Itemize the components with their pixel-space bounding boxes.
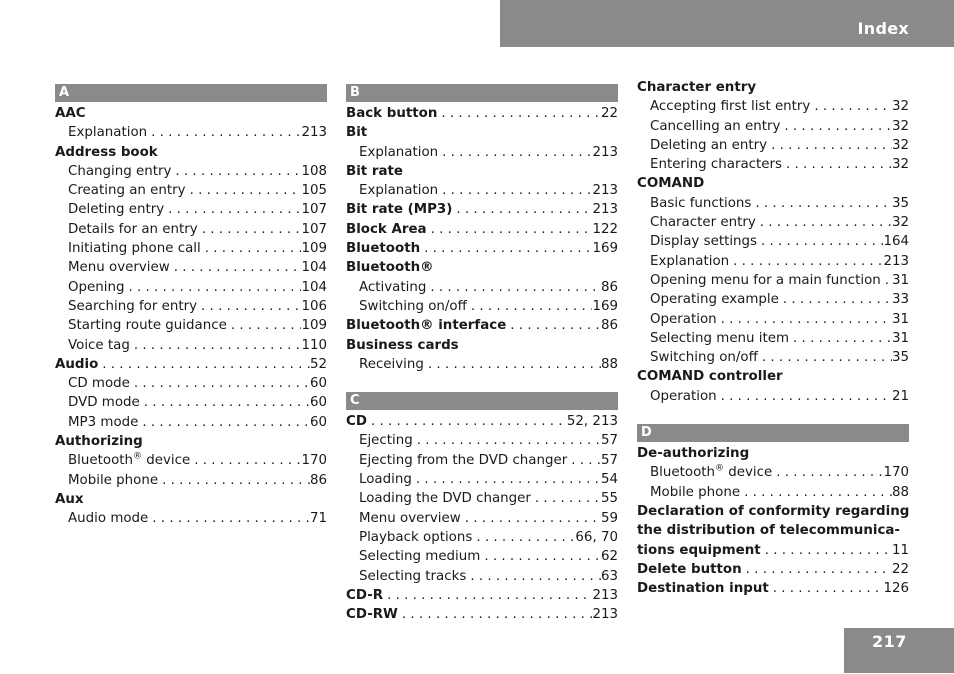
dot-leader — [531, 489, 601, 508]
index-subentry — [55, 200, 327, 219]
index-subentry — [55, 181, 327, 200]
dot-leader — [140, 393, 310, 412]
page-reference: 109 — [301, 241, 327, 257]
index-subentry — [55, 258, 327, 277]
entry-text: Bluetooth® — [346, 260, 434, 276]
entry-text: Mobile phone — [650, 484, 741, 500]
entry-text: De-authorizing — [637, 446, 750, 462]
page-reference: 66, 70 — [575, 529, 618, 545]
entry-text: CD mode — [68, 376, 130, 392]
page-reference: 33 — [891, 292, 909, 308]
dot-leader — [412, 470, 601, 489]
page-reference: 109 — [301, 318, 327, 334]
dot-leader — [138, 413, 310, 432]
entry-text: Operating example — [650, 292, 779, 308]
page-number-box — [844, 628, 954, 673]
entry-text: Entering characters — [650, 157, 783, 173]
entry-text: Accepting first list entry — [650, 99, 811, 115]
entry-text: Deleting entry — [68, 202, 165, 218]
dot-leader — [130, 374, 310, 393]
entry-text: Switching on/off — [650, 350, 758, 366]
index-subentry — [637, 232, 909, 251]
page-reference: 88 — [600, 356, 618, 372]
index-entry — [637, 541, 909, 560]
index-subentry — [55, 336, 327, 355]
page-reference: 60 — [309, 414, 327, 430]
index-subentry — [55, 451, 327, 470]
entry-text: Ejecting — [359, 433, 413, 449]
entry-text: Changing entry — [68, 163, 172, 179]
dot-leader — [124, 278, 301, 297]
entry-text: Character entry — [637, 80, 757, 95]
dot-leader — [186, 181, 302, 200]
page-reference: 52, 213 — [566, 414, 618, 430]
index-entry — [346, 200, 618, 219]
page-reference: 213 — [883, 253, 909, 269]
dot-leader — [367, 412, 567, 431]
entry-text: tions equipment — [637, 542, 761, 558]
dot-leader — [729, 252, 883, 271]
index-subentry — [637, 329, 909, 348]
dot-leader — [472, 528, 575, 547]
page-reference: 32 — [891, 118, 909, 134]
index-entry — [55, 143, 327, 162]
dot-leader — [420, 239, 592, 258]
dot-leader — [740, 483, 892, 502]
dot-leader — [506, 316, 601, 335]
index-subentry — [637, 483, 909, 502]
index-subentry — [637, 194, 909, 213]
page-reference: 22 — [891, 561, 909, 577]
page-reference: 213 — [592, 144, 618, 160]
dot-leader — [742, 560, 892, 579]
dot-leader — [761, 541, 892, 560]
page-reference: 122 — [592, 221, 618, 237]
dot-leader — [810, 97, 892, 116]
index-entry — [346, 316, 618, 335]
dot-leader — [130, 336, 302, 355]
entry-text: CD-R — [346, 587, 384, 603]
page-reference: 31 — [891, 311, 909, 327]
index-entry — [637, 502, 909, 521]
entry-text: Display settings — [650, 234, 758, 250]
page-reference: 31 — [891, 272, 909, 288]
index-subentry — [346, 489, 618, 508]
dot-leader — [413, 431, 601, 450]
entry-text: Operation — [650, 388, 717, 404]
page-reference: 213 — [592, 183, 618, 199]
entry-text: Block Area — [346, 221, 427, 237]
page-reference: 52 — [309, 356, 327, 372]
index-subentry — [346, 528, 618, 547]
entry-text: Playback options — [359, 529, 473, 545]
entry-text: COMAND controller — [637, 369, 783, 385]
page-reference: 35 — [891, 350, 909, 366]
index-subentry — [55, 239, 327, 258]
page-reference: 59 — [600, 510, 618, 526]
section-header: B — [346, 84, 618, 102]
dot-leader — [426, 278, 601, 297]
index-entry — [346, 336, 618, 355]
entry-text: CD-RW — [346, 607, 398, 623]
entry-text: Authorizing — [55, 434, 143, 450]
index-subentry — [637, 463, 909, 482]
dot-leader — [751, 194, 892, 213]
dot-leader — [197, 297, 301, 316]
index-entry — [637, 560, 909, 579]
entry-text: Voice tag — [68, 337, 130, 353]
index-entry — [637, 174, 909, 193]
index-subentry — [55, 297, 327, 316]
page-reference: 57 — [600, 452, 618, 468]
index-subentry — [55, 471, 327, 490]
section-header: A — [55, 84, 327, 102]
index-entry — [346, 220, 618, 239]
entry-text: Explanation — [359, 183, 439, 199]
index-entry — [346, 123, 618, 142]
entry-text: Ejecting from the DVD changer — [359, 452, 568, 468]
page-reference: 170 — [883, 465, 909, 481]
index-subentry — [637, 271, 909, 290]
index-subentry — [55, 393, 327, 412]
index-entry — [55, 104, 327, 123]
index-subentry — [346, 181, 618, 200]
entry-text: Loading the DVD changer — [359, 491, 531, 507]
dot-leader — [769, 579, 884, 598]
index-entry — [637, 444, 909, 463]
index-entry — [346, 586, 618, 605]
index-subentry — [346, 451, 618, 470]
page-reference: 32 — [891, 215, 909, 231]
index-entry — [346, 104, 618, 123]
entry-text: Bluetooth — [346, 241, 421, 257]
page-reference: 32 — [891, 137, 909, 153]
index-subentry — [55, 162, 327, 181]
entry-text: Destination input — [637, 581, 769, 597]
page-reference: 35 — [891, 195, 909, 211]
page-reference: 169 — [592, 241, 618, 257]
index-subentry — [346, 470, 618, 489]
entry-text: Deleting an entry — [650, 137, 768, 153]
page-reference: 169 — [592, 298, 618, 314]
entry-text: the distribution of telecommunica- — [637, 523, 900, 539]
entry-text: Bluetooth® device — [650, 463, 773, 481]
dot-leader — [227, 316, 302, 335]
dot-leader — [170, 258, 302, 277]
page-reference: 106 — [301, 298, 327, 314]
dot-leader — [467, 297, 593, 316]
page-reference: 104 — [301, 260, 327, 276]
entry-text: Bluetooth® interface — [346, 318, 507, 334]
page-reference: 32 — [891, 99, 909, 115]
page-reference: 55 — [600, 491, 618, 507]
entry-text: Loading — [359, 472, 412, 488]
index-subentry — [55, 413, 327, 432]
index-subentry — [346, 509, 618, 528]
dot-leader — [438, 143, 592, 162]
section-header: C — [346, 392, 618, 410]
page-reference: 105 — [301, 183, 327, 199]
page-reference: 11 — [891, 542, 909, 558]
entry-text: Explanation — [68, 125, 148, 141]
section-header: D — [637, 424, 909, 442]
index-subentry — [637, 252, 909, 271]
entry-text: Business cards — [346, 337, 459, 353]
page-number: 217 — [872, 632, 907, 651]
entry-text: DVD mode — [68, 395, 140, 411]
entry-text: Menu overview — [359, 510, 461, 526]
dot-leader — [452, 200, 592, 219]
dot-leader — [190, 451, 301, 470]
dot-leader — [758, 348, 892, 367]
index-subentry — [346, 143, 618, 162]
index-subentry — [55, 374, 327, 393]
index-subentry — [346, 278, 618, 297]
entry-text: Operation — [650, 311, 717, 327]
index-subentry — [637, 290, 909, 309]
entry-text: COMAND — [637, 176, 705, 192]
page-reference: 31 — [891, 330, 909, 346]
page-reference: 88 — [891, 484, 909, 500]
index-subentry — [637, 136, 909, 155]
index-subentry — [637, 97, 909, 116]
entry-text: Audio mode — [68, 511, 149, 527]
entry-text: Mobile phone — [68, 472, 159, 488]
page-reference: 60 — [309, 395, 327, 411]
dot-leader — [466, 567, 601, 586]
section-gap — [346, 374, 618, 386]
entry-text: Menu overview — [68, 260, 170, 276]
entry-text: CD — [346, 414, 367, 430]
index-entry — [55, 355, 327, 374]
index-subentry — [55, 509, 327, 528]
dot-leader — [757, 232, 883, 251]
dot-leader — [383, 586, 592, 605]
dot-leader — [779, 290, 892, 309]
index-subentry — [346, 567, 618, 586]
page-reference: 164 — [883, 234, 909, 250]
dot-leader — [717, 387, 892, 406]
page-reference: 86 — [600, 279, 618, 295]
dot-leader — [480, 547, 601, 566]
index-subentry — [346, 547, 618, 566]
entry-text: Address book — [55, 144, 158, 160]
dot-leader — [148, 509, 310, 528]
page-reference: 32 — [891, 157, 909, 173]
index-entry — [346, 605, 618, 624]
entry-text: Selecting menu item — [650, 330, 790, 346]
page-reference: 213 — [592, 607, 618, 623]
section-gap — [637, 406, 909, 418]
dot-leader — [717, 310, 892, 329]
dot-leader — [201, 239, 302, 258]
index-subentry — [55, 220, 327, 239]
entry-text: Character entry — [650, 215, 756, 231]
index-column-2 — [346, 78, 618, 624]
dot-leader — [767, 136, 892, 155]
page-reference: 86 — [600, 318, 618, 334]
index-column-3 — [637, 78, 909, 598]
page-reference: 21 — [891, 388, 909, 404]
entry-text: Bit rate — [346, 163, 403, 179]
page-reference: 126 — [883, 581, 909, 597]
entry-text: Cancelling an entry — [650, 118, 781, 134]
index-entry — [346, 258, 618, 277]
dot-leader — [171, 162, 301, 181]
dot-leader — [461, 509, 601, 528]
entry-text: Selecting tracks — [359, 568, 467, 584]
page-reference: 22 — [600, 106, 618, 121]
entry-text: Initiating phone call — [68, 241, 201, 257]
entry-text: Back button — [346, 106, 438, 121]
entry-text: Details for an entry — [68, 221, 198, 237]
dot-leader — [567, 451, 601, 470]
dot-leader — [772, 463, 883, 482]
index-entry — [346, 412, 618, 431]
dot-leader — [424, 355, 601, 374]
index-subentry — [346, 431, 618, 450]
entry-text: Bit rate (MP3) — [346, 202, 453, 218]
dot-leader — [756, 213, 892, 232]
page-reference: 71 — [309, 511, 327, 527]
entry-text: Basic functions — [650, 195, 752, 211]
index-entry — [637, 367, 909, 386]
header-bar — [500, 0, 954, 47]
page-reference: 62 — [600, 549, 618, 565]
entry-text: Audio — [55, 356, 99, 372]
index-subentry — [346, 355, 618, 374]
entry-text: Creating an entry — [68, 183, 186, 199]
entry-text: Receiving — [359, 356, 424, 372]
dot-leader — [158, 471, 310, 490]
entry-text: Starting route guidance — [68, 318, 227, 334]
page-reference: 60 — [309, 376, 327, 392]
entry-text: Explanation — [650, 253, 730, 269]
index-entry — [346, 239, 618, 258]
page-reference: 213 — [592, 587, 618, 603]
dot-leader — [147, 123, 301, 142]
entry-text: Selecting medium — [359, 549, 481, 565]
page-title: Index — [857, 19, 909, 38]
index-entry — [346, 162, 618, 181]
entry-text: Explanation — [359, 144, 439, 160]
index-subentry — [637, 387, 909, 406]
entry-text: MP3 mode — [68, 414, 139, 430]
index-subentry — [346, 297, 618, 316]
page-reference: 54 — [600, 472, 618, 488]
entry-text: Aux — [55, 491, 84, 507]
dot-leader — [427, 220, 593, 239]
index-subentry — [55, 123, 327, 142]
page-reference: 57 — [600, 433, 618, 449]
dot-leader — [782, 155, 892, 174]
index-entry — [637, 521, 909, 540]
page-reference: 110 — [301, 337, 327, 353]
index-subentry — [637, 117, 909, 136]
page-reference: 86 — [309, 472, 327, 488]
index-subentry — [55, 278, 327, 297]
index-subentry — [637, 155, 909, 174]
entry-text: Bluetooth® device — [68, 451, 191, 469]
dot-leader — [438, 181, 592, 200]
dot-leader — [437, 104, 601, 123]
page-reference: 107 — [301, 202, 327, 218]
entry-text: Bit — [346, 125, 368, 141]
index-entry — [55, 432, 327, 451]
index-entry — [55, 490, 327, 509]
page-reference: 63 — [600, 568, 618, 584]
index-entry — [637, 579, 909, 598]
dot-leader — [98, 355, 310, 374]
index-column-1 — [55, 78, 327, 529]
entry-text: Opening menu for a main function — [650, 272, 881, 288]
entry-text: Delete button — [637, 561, 742, 577]
entry-text: Opening — [68, 279, 125, 295]
dot-leader — [881, 271, 892, 290]
entry-text: Searching for entry — [68, 298, 198, 314]
index-subentry — [637, 348, 909, 367]
dot-leader — [789, 329, 892, 348]
dot-leader — [198, 220, 302, 239]
index-entry — [637, 78, 909, 97]
entry-text: Activating — [359, 279, 427, 295]
entry-text: Switching on/off — [359, 298, 467, 314]
entry-text: AAC — [55, 106, 86, 121]
page-reference: 108 — [301, 163, 327, 179]
dot-leader — [780, 117, 892, 136]
page-reference: 104 — [301, 279, 327, 295]
dot-leader — [398, 605, 593, 624]
index-subentry — [637, 310, 909, 329]
index-subentry — [55, 316, 327, 335]
page-reference: 107 — [301, 221, 327, 237]
dot-leader — [164, 200, 301, 219]
page-reference: 213 — [301, 125, 327, 141]
index-subentry — [637, 213, 909, 232]
page-reference: 170 — [301, 453, 327, 469]
entry-text: Declaration of conformity regarding — [637, 503, 909, 519]
page-reference: 213 — [592, 202, 618, 218]
